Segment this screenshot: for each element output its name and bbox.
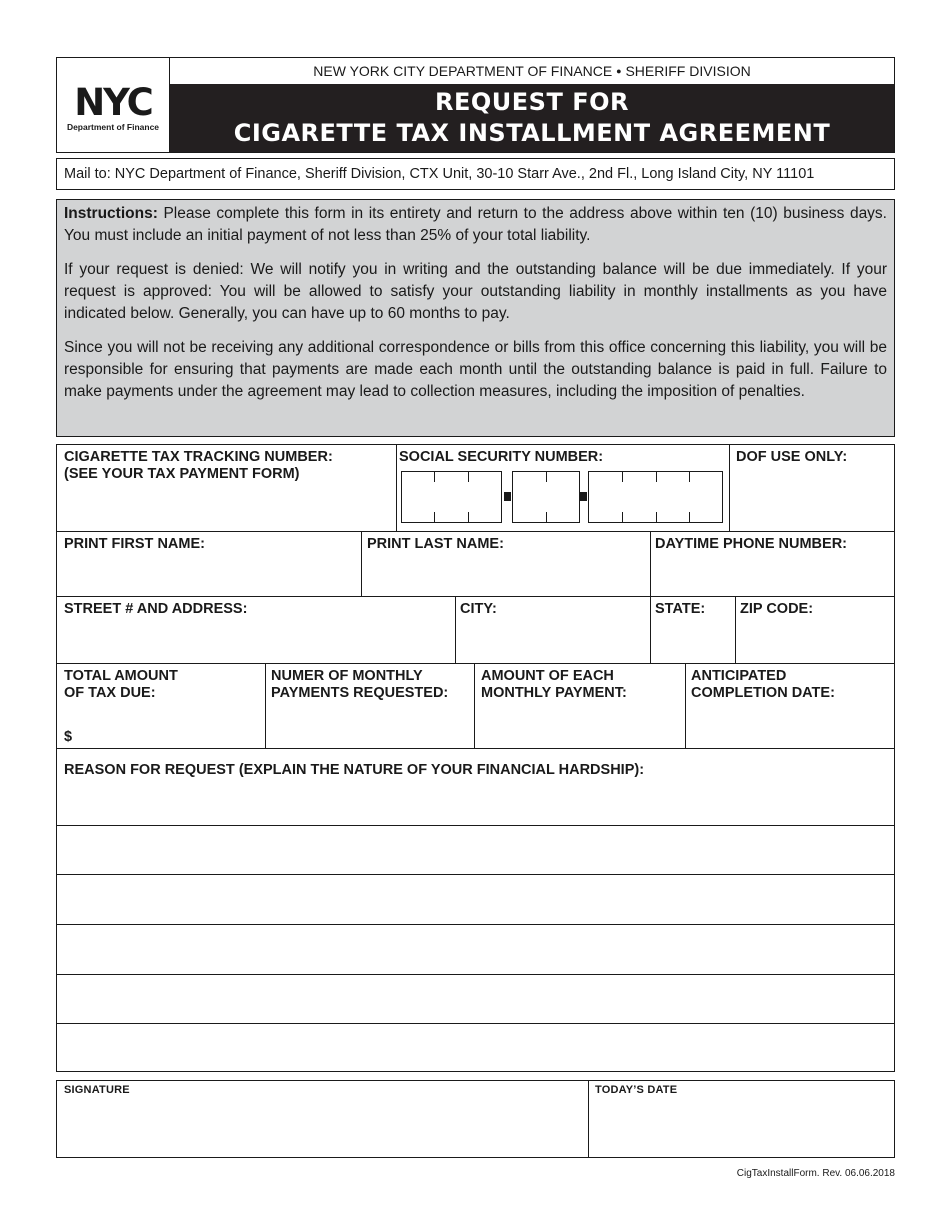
street-address-label: STREET # AND ADDRESS: bbox=[64, 601, 248, 617]
reason-for-request-field[interactable] bbox=[57, 749, 894, 825]
phone-field[interactable] bbox=[651, 532, 894, 596]
state-label: STATE: bbox=[655, 601, 706, 617]
first-name-field[interactable] bbox=[57, 532, 361, 596]
number-of-payments-field[interactable] bbox=[266, 664, 474, 748]
instructions-lead: Instructions: bbox=[64, 205, 158, 222]
instructions-paragraph-3: Since you will not be receiving any additional correspondence or bills from this office concerning this liability, you will be responsible for ensuring that payments are made each month until the outstanding balance is paid in full. Failure to make payments under the agreement may lead to collection measures, including the imposition of penalties. bbox=[64, 339, 887, 400]
reason-line[interactable] bbox=[57, 925, 894, 974]
completion-date-label: ANTICIPATED COMPLETION DATE: bbox=[691, 668, 835, 701]
tracking-number-field[interactable] bbox=[57, 445, 396, 531]
todays-date-label: TODAY’S DATE bbox=[595, 1084, 678, 1096]
page-title-line2: CIGARETTE TAX INSTALLMENT AGREEMENT bbox=[233, 119, 831, 147]
nyc-dof-logo bbox=[57, 58, 170, 152]
last-name-field[interactable] bbox=[362, 532, 649, 596]
instructions-paragraph-2: If your request is denied: We will notify you in writing and the outstanding balance will be due immediately. If your request is approved: You will be allowed to satisfy your outstanding liability in monthly installments as you have indicated below. Generally, you can have up to 60 months to pay. bbox=[64, 261, 887, 322]
street-address-field[interactable] bbox=[57, 597, 454, 663]
mail-to-box bbox=[56, 158, 895, 190]
reason-line[interactable] bbox=[57, 975, 894, 1023]
instructions-paragraph-1 bbox=[64, 203, 887, 247]
ssn-input-part3[interactable] bbox=[588, 471, 723, 523]
ssn-separator bbox=[504, 492, 511, 501]
state-field[interactable] bbox=[651, 597, 735, 663]
monthly-payment-amount-label: AMOUNT OF EACH MONTHLY PAYMENT: bbox=[481, 668, 627, 701]
city-field[interactable] bbox=[456, 597, 650, 663]
reason-line[interactable] bbox=[57, 826, 894, 874]
dof-use-only-label: DOF USE ONLY: bbox=[736, 449, 848, 465]
taxpayer-info-form bbox=[56, 444, 895, 1072]
ssn-label: SOCIAL SECURITY NUMBER: bbox=[399, 449, 604, 465]
page-title-line1: REQUEST FOR bbox=[435, 88, 629, 116]
reason-line[interactable] bbox=[57, 1024, 894, 1071]
first-name-label: PRINT FIRST NAME: bbox=[64, 536, 205, 552]
ssn-separator bbox=[580, 492, 587, 501]
instructions-box bbox=[56, 199, 895, 437]
bullet-icon: ● bbox=[616, 66, 622, 76]
phone-label: DAYTIME PHONE NUMBER: bbox=[655, 536, 848, 552]
division-name: SHERIFF DIVISION bbox=[625, 63, 751, 79]
dof-use-only-field bbox=[730, 445, 894, 531]
total-tax-due-field[interactable] bbox=[57, 664, 265, 748]
nyc-logo-icon: NYC bbox=[74, 81, 152, 124]
logo-subtext: Department of Finance bbox=[66, 122, 160, 132]
agency-line bbox=[170, 58, 894, 84]
ssn-input-part2[interactable] bbox=[512, 471, 580, 523]
last-name-label: PRINT LAST NAME: bbox=[367, 536, 504, 552]
city-label: CITY: bbox=[460, 601, 497, 617]
zip-code-label: ZIP CODE: bbox=[740, 601, 814, 617]
ssn-field bbox=[397, 445, 728, 531]
tracking-number-label: CIGARETTE TAX TRACKING NUMBER: (SEE YOUR TAX PAYMENT FORM) bbox=[64, 449, 333, 482]
total-tax-due-label: TOTAL AMOUNT OF TAX DUE: bbox=[64, 668, 178, 701]
form-header bbox=[56, 57, 895, 153]
number-of-payments-label: NUMER OF MONTHLY PAYMENTS REQUESTED: bbox=[271, 668, 449, 701]
signature-field[interactable] bbox=[57, 1081, 588, 1157]
form-revision-id: CigTaxInstallForm. Rev. 06.06.2018 bbox=[736, 1168, 895, 1179]
title-banner bbox=[170, 84, 894, 152]
signature-label: SIGNATURE bbox=[64, 1084, 130, 1096]
completion-date-field[interactable] bbox=[686, 664, 894, 748]
instructions-text-1: Please complete this form in its entirety and return to the address above within ten (10) business days. You must include an initial payment of not less than 25% of your total liability. bbox=[64, 205, 887, 244]
ssn-input-part1[interactable] bbox=[401, 471, 502, 523]
zip-code-field[interactable] bbox=[736, 597, 894, 663]
monthly-payment-amount-field[interactable] bbox=[475, 664, 685, 748]
signature-section bbox=[56, 1080, 895, 1158]
agency-name: NEW YORK CITY DEPARTMENT OF FINANCE bbox=[313, 63, 613, 79]
reason-line[interactable] bbox=[57, 875, 894, 924]
todays-date-field[interactable] bbox=[589, 1081, 894, 1157]
mail-to-address: Mail to: NYC Department of Finance, Sheriff Division, CTX Unit, 30-10 Starr Ave., 2nd Fl., Long Island City, NY 11101 bbox=[64, 166, 815, 182]
dollar-sign: $ bbox=[64, 729, 73, 745]
reason-for-request-label: REASON FOR REQUEST (EXPLAIN THE NATURE OF YOUR FINANCIAL HARDSHIP): bbox=[64, 762, 645, 778]
